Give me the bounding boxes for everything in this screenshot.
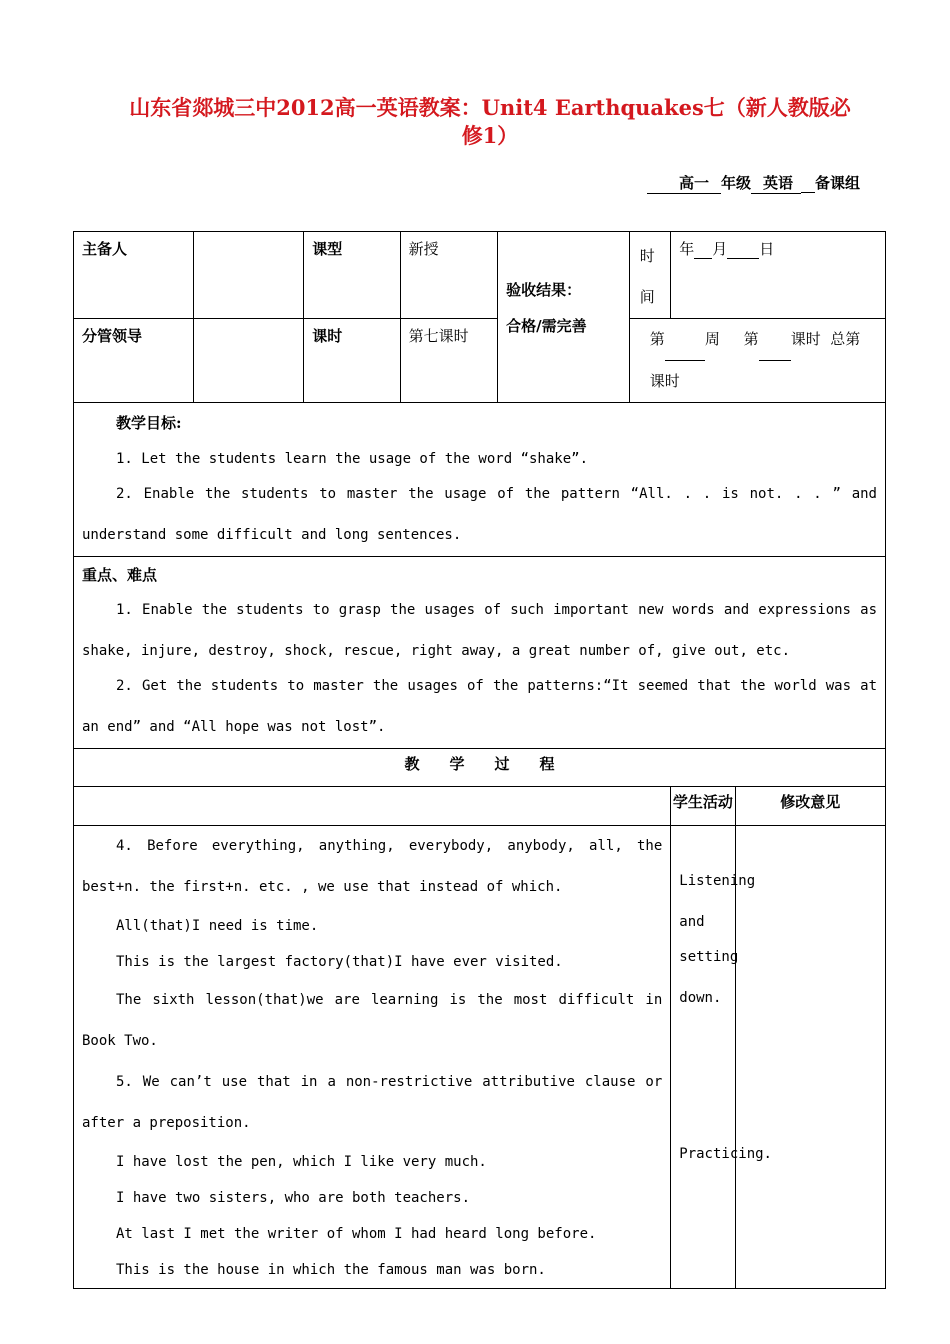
period-value: 第七课时 xyxy=(400,319,497,403)
example-7: This is the house in which the famous man was born. xyxy=(116,1262,546,1278)
leader-label: 分管领导 xyxy=(74,319,194,403)
keypoints-section xyxy=(74,557,886,749)
keypoint-2: 2. Get the students to master the usages of the patterns:“It seemed that the world was at an end” and “All hope was not lost”. xyxy=(82,678,877,735)
student-activity-cell xyxy=(671,826,772,1289)
grade-label: 年级 xyxy=(720,174,751,192)
activity-1-line2: setting down. xyxy=(679,949,739,1006)
revision-cell[interactable] xyxy=(735,826,885,1289)
keypoints-heading: 重点、难点 xyxy=(82,566,158,584)
time-label: 时 间 xyxy=(629,232,670,319)
verify-cell xyxy=(498,232,630,403)
objectives-heading: 教学目标: xyxy=(116,414,182,432)
example-3: The sixth lesson(that)we are learning is the most difficult in Book Two. xyxy=(82,992,663,1049)
point-5: 5. We can’t use that in a non-restrictive attributive clause or after a preposition. xyxy=(82,1074,663,1131)
objective-1: 1. Let the students learn the usage of the word “shake”. xyxy=(116,451,589,467)
grade-value: 高一 xyxy=(647,172,721,194)
student-activity-header: 学生活动 xyxy=(671,787,735,826)
verify-label: 验收结果： xyxy=(506,281,582,299)
process-content-header xyxy=(74,787,671,826)
example-5: I have two sisters, who are both teachers. xyxy=(116,1190,471,1206)
example-6: At last I met the writer of whom I had heard long before. xyxy=(116,1226,597,1242)
main-preparer-label: 主备人 xyxy=(74,232,194,319)
title-line-2: 修1） xyxy=(461,123,519,148)
process-content xyxy=(74,826,671,1289)
leader-value[interactable] xyxy=(194,319,304,403)
objective-2: 2. Enable the students to master the usage of the pattern “All. . . is not. . . ” and understand some difficult and long sentences. xyxy=(82,486,877,543)
activity-2: Practicing. xyxy=(679,1146,772,1162)
example-2: This is the largest factory(that)I have ever visited. xyxy=(116,954,563,970)
activity-1-line1: Listening and xyxy=(679,873,756,930)
date-field[interactable]: 年 月 日 xyxy=(671,232,886,319)
example-1: All(that)I need is time. xyxy=(116,918,319,934)
period-label: 课时 xyxy=(304,319,400,403)
revision-header: 修改意见 xyxy=(735,787,885,826)
subject-value: 英语 xyxy=(751,172,801,194)
group-label: 备课组 xyxy=(814,174,860,192)
lesson-type-label: 课型 xyxy=(304,232,400,319)
week-field[interactable]: 第 周 第 课时 总第 课时 xyxy=(629,319,885,403)
lesson-type-value: 新授 xyxy=(400,232,497,319)
process-heading: 教 学 过 程 xyxy=(74,749,886,787)
point-4: 4. Before everything, anything, everybody, anybody, all, the best+n. the first+n. etc. , we use that instead of which. xyxy=(82,838,663,895)
main-preparer-value[interactable] xyxy=(194,232,304,319)
keypoint-1: 1. Enable the students to grasp the usages of such important new words and expressions as shake, injure, destroy, shock, rescue, right away, a great number of, give out, etc. xyxy=(82,602,877,659)
verify-value: 合格/需完善 xyxy=(506,317,587,335)
grade-subject-line xyxy=(647,172,860,194)
document-title xyxy=(100,94,880,150)
title-line-1: 山东省郯城三中2012高一英语教案：Unit4 Earthquakes七（新人教版必 xyxy=(129,95,851,120)
lesson-plan-table xyxy=(73,231,886,1289)
example-4: I have lost the pen, which I like very much. xyxy=(116,1154,487,1170)
objectives-section xyxy=(74,403,886,557)
